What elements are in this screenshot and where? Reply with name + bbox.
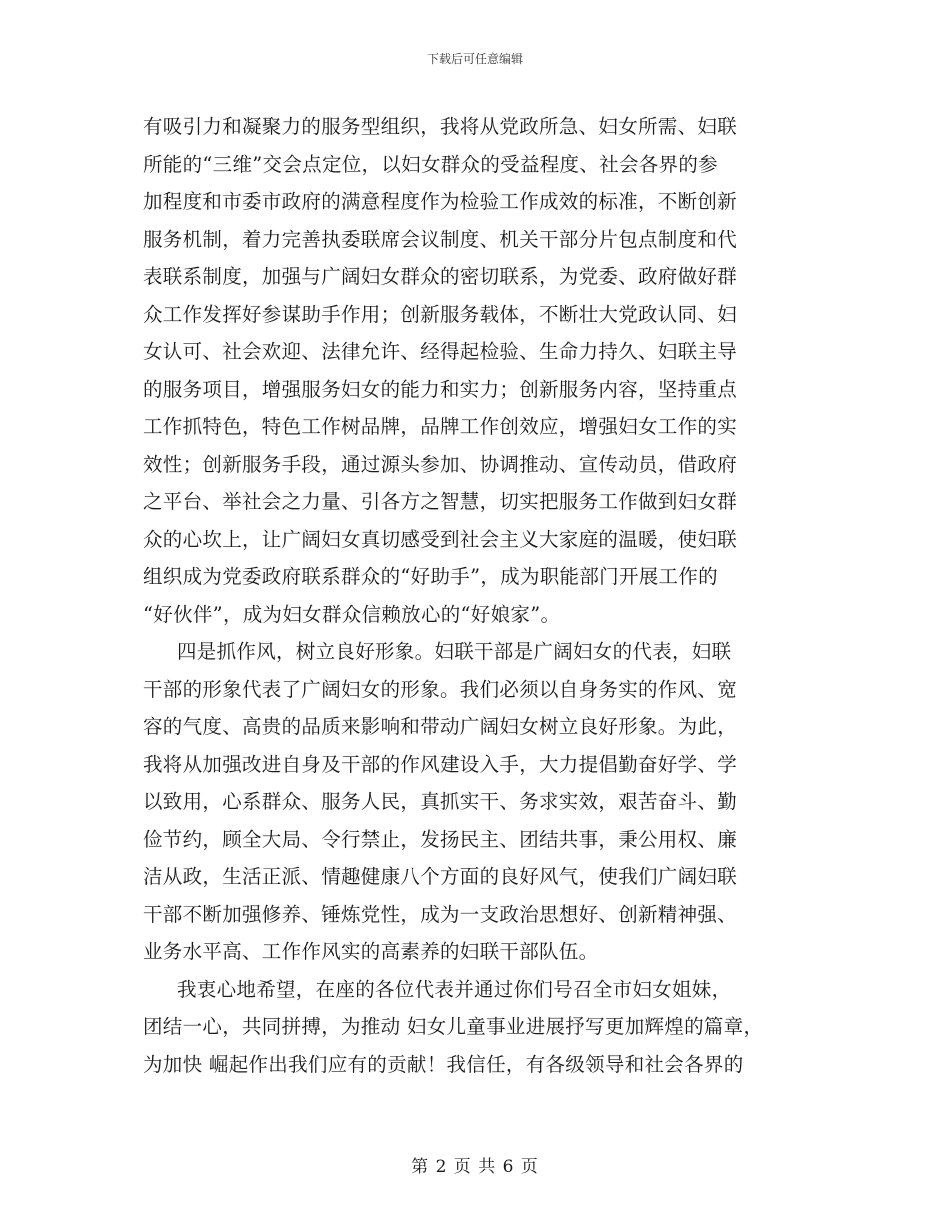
text-line: 之平台、举社会之力量、引各方之智慧，切实把服务工作做到妇女群 xyxy=(143,490,738,513)
text-line: 效性；创新服务手段，通过源头参加、协调推动、宣传动员，借政府 xyxy=(143,452,738,476)
text-line: 表联系制度，加强与广阔妇女群众的密切联系，为党委、政府做好群 xyxy=(143,265,738,288)
text-line: 干部的形象代表了广阔妇女的形象。我们必须以自身务实的作风、宽 xyxy=(143,677,738,701)
text-line: 洁从政，生活正派、情趣健康八个方面的良好风气，使我们广阔妇联 xyxy=(143,865,738,888)
paragraph xyxy=(143,108,823,633)
text-line: 有吸引力和凝聚力的服务型组织，我将从党政所急、妇女所需、妇联 xyxy=(143,115,738,138)
text-line: 干部不断加强修养、锤炼党性，成为一支政治思想好、创新精神强、 xyxy=(143,902,738,926)
text-line: 我衷心地希望，在座的各位代表并通过你们号召全市妇女姐妹， xyxy=(177,977,732,1001)
text-line: 俭节约，顾全大局、令行禁止，发扬民主、团结共事，秉公用权、廉 xyxy=(143,827,738,851)
text-line: 团结一心，共同拼搏，为推动 妇女儿童事业进展抒写更加辉煌的篇章， xyxy=(143,1015,764,1038)
text-line: 四是抓作风，树立良好形象。妇联干部是广阔妇女的代表，妇联 xyxy=(177,640,732,663)
text-line: 的服务项目，增强服务妇女的能力和实力；创新服务内容，坚持重点 xyxy=(143,377,738,401)
text-line: 女认可、社会欢迎、法律允许、经得起检验、生命力持久、妇联主导 xyxy=(143,340,738,363)
text-line: “好伙伴”，成为妇女群众信赖放心的“好娘家”。 xyxy=(143,602,561,626)
text-line: 众的心坎上，让广阔妇女真切感受到社会主义大家庭的温暖，使妇联 xyxy=(143,527,738,551)
text-line: 工作抓特色，特色工作树品牌，品牌工作创效应，增强妇女工作的实 xyxy=(143,415,738,438)
page-header-note: 下载后可任意编辑 xyxy=(426,52,523,66)
paragraph xyxy=(143,971,823,1084)
text-line: 加程度和市委市政府的满意程度作为检验工作成效的标准，不断创新 xyxy=(143,190,738,213)
text-line: 所能的“三维”交会点定位，以妇女群众的受益程度、社会各界的参 xyxy=(143,152,718,176)
text-line: 容的气度、高贵的品质来影响和带动广阔妇女树立良好形象。为此， xyxy=(143,715,738,738)
text-line: 我将从加强改进自身及干部的作风建设入手，大力提倡勤奋好学、学 xyxy=(143,752,738,776)
text-line: 为加快 崛起作出我们应有的贡献！我信任，有各级领导和社会各界的 xyxy=(143,1052,744,1076)
text-line: 服务机制，着力完善执委联席会议制度、机关干部分片包点制度和代 xyxy=(143,227,738,251)
text-line: 以致用，心系群众、服务人民，真抓实干、务求实效，艰苦奋斗、勤 xyxy=(143,790,738,813)
text-line: 组织成为党委政府联系群众的“好助手”，成为职能部门开展工作的 xyxy=(143,565,718,588)
text-line: 业务水平高、工作作风实的高素养的妇联干部队伍。 xyxy=(143,940,599,963)
paragraph xyxy=(143,633,823,971)
page-number: 第 2 页 共 6 页 xyxy=(411,1157,539,1177)
text-line: 众工作发挥好参谋助手作用；创新服务载体，不断壮大党政认同、妇 xyxy=(143,302,738,326)
document-body xyxy=(143,108,823,1083)
